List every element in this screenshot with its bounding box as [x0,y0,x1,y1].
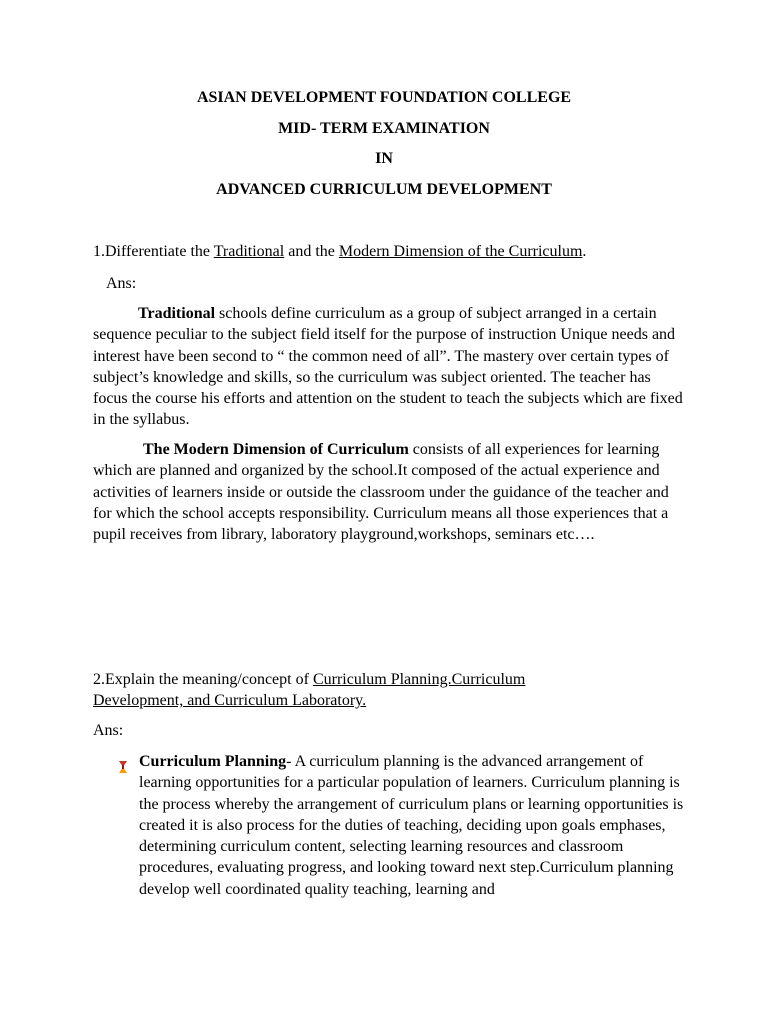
paragraph-modern-text: consists of all experiences for learning which are planned and organized by the school.It composed of the actual experience and activities of learners inside or outside the classroom under the guidance of the teacher and for which the school accepts responsibility. Curriculum means all those experiences that a pupil receives from library, laboratory playground,workshops, seminars etc…. [93,441,669,544]
exam-title: MID- TERM EXAMINATION [278,120,490,137]
bullet-curriculum-planning-bold: Curriculum Planning [139,753,287,770]
paragraph-traditional-text: schools define curriculum as a group of subject arranged in a certain sequence peculiar to the subject field itself for the purpose of instruction Unique needs and interest have been second to “ the common need of all”. The mastery over certain types of subject’s knowledge and skills, so the curriculum was subject oriented. The teacher has focus the course his efforts and attention on the student to teach the subjects which are fixed in the syllabus. [93,305,683,429]
question-2-underlined-line2: Development, and Curriculum Laboratory. [93,692,367,710]
question-2-answer-label: Ans: [93,722,124,739]
bullet-curriculum-planning-text: - A curriculum planning is the advanced arrangement of learning opportunities for a particular population of learners. Curriculum planning is the process whereby the arrangement of curriculum plans or learning opportunities is created it is also process for the duties of teaching, deciding upon goals emphases, determining curriculum content, selecting learning resources and classroom procedures, evaluating progress, and looking toward next step.Curriculum planning develop well coordinated quality teaching, learning and [139,753,684,898]
arrow-bullet-icon-svg [116,760,130,774]
arrow-bullet-icon [116,760,130,779]
question-2-underlined-line1: Curriculum Planning.Curriculum [312,671,526,688]
question-1 [93,241,683,262]
question-1-term-traditional: Traditional [213,243,285,260]
question-1-suffix: . [582,243,587,260]
question-2 [93,669,683,712]
question-1-answer-label: Ans: [106,275,137,292]
question-2-prefix: 2.Explain the meaning/concept of [93,671,313,688]
question-1-term-modern: Modern Dimension of the Curriculum [338,243,583,260]
paragraph-modern-bold: The Modern Dimension of Curriculum [143,441,409,458]
college-name: ASIAN DEVELOPMENT FOUNDATION COLLEGE [196,89,572,106]
question-1-paragraph-traditional [93,303,683,431]
bullet-curriculum-planning [139,751,684,900]
course-title: ADVANCED CURRICULUM DEVELOPMENT [216,181,552,198]
paragraph-traditional-bold: Traditional [138,305,216,322]
question-1-mid: and the [284,243,339,260]
exam-in: IN [375,150,393,167]
question-1-prefix: 1.Differentiate the [93,243,214,260]
question-1-paragraph-modern [93,439,683,545]
